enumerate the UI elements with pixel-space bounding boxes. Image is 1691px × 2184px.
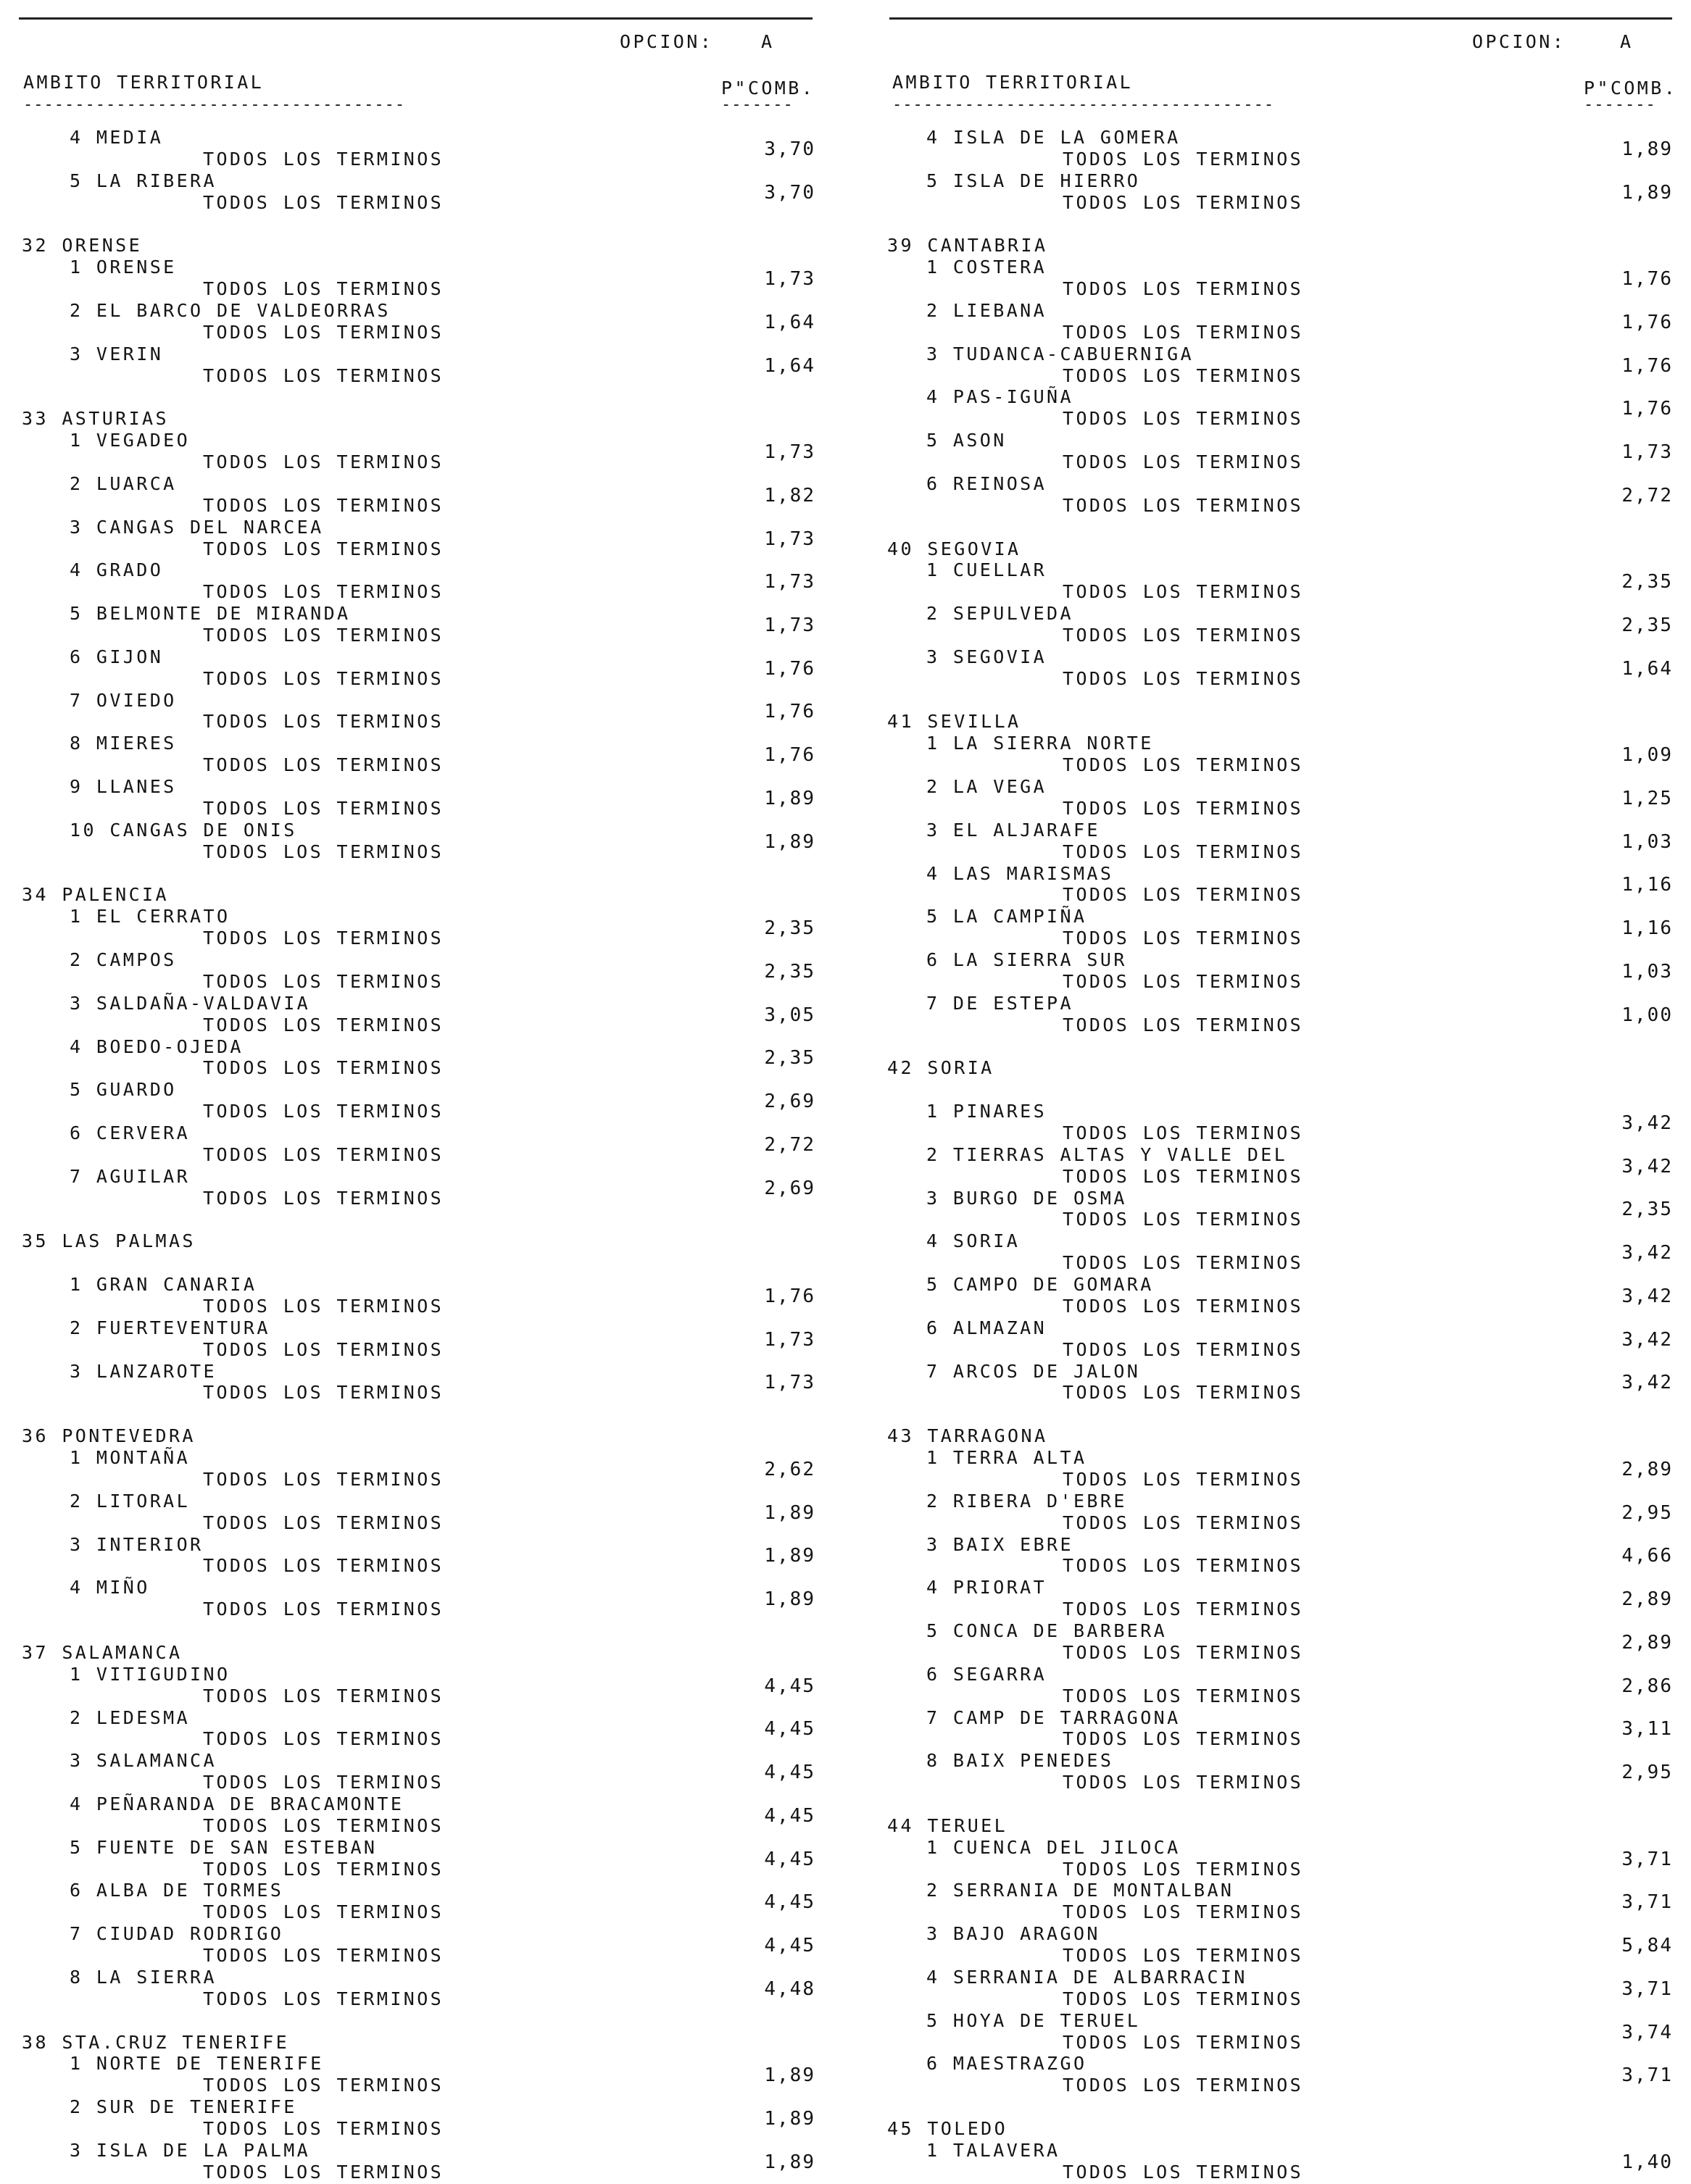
terms-label: TODOS LOS TERMINOS	[203, 495, 444, 516]
comarca-label: 7 OVIEDO	[70, 690, 177, 711]
ambito-underline: -------------------------------------	[892, 96, 1275, 114]
coefficient-value: 1,16	[1621, 917, 1673, 939]
terms-label: TODOS LOS TERMINOS	[1063, 1382, 1304, 1403]
coefficient-value: 2,62	[764, 1459, 815, 1480]
coefficient-value: 1,89	[1621, 138, 1673, 160]
terms-label: TODOS LOS TERMINOS	[1063, 1901, 1304, 1922]
comarca-label: 5 ASON	[926, 430, 1007, 451]
comarca-label: 5 HOYA DE TERUEL	[926, 2010, 1141, 2031]
coefficient-value: 2,89	[1621, 1459, 1673, 1480]
comarca-label: 1 VITIGUDINO	[70, 1664, 230, 1685]
terms-label: TODOS LOS TERMINOS	[203, 625, 444, 646]
coefficient-value: 3,71	[1621, 2064, 1673, 2086]
comarca-label: 4 SERRANIA DE ALBARRACIN	[926, 1967, 1247, 1988]
terms-label: TODOS LOS TERMINOS	[1063, 2032, 1304, 2053]
terms-label: TODOS LOS TERMINOS	[1063, 192, 1304, 213]
comarca-label: 5 BELMONTE DE MIRANDA	[70, 603, 351, 624]
comarca-label: 4 SORIA	[926, 1230, 1021, 1251]
coefficient-value: 1,76	[1621, 355, 1673, 377]
right-column	[866, 0, 1691, 2184]
coefficient-value: 1,64	[764, 355, 815, 377]
coefficient-value: 1,73	[764, 441, 815, 463]
coefficient-value: 1,76	[764, 701, 815, 722]
comarca-label: 5 LA CAMPIÑA	[926, 906, 1087, 927]
terms-label: TODOS LOS TERMINOS	[1063, 798, 1304, 819]
ambito-header: AMBITO TERRITORIAL	[892, 72, 1134, 93]
terms-label: TODOS LOS TERMINOS	[1063, 1859, 1304, 1880]
terms-label: TODOS LOS TERMINOS	[1063, 1122, 1304, 1143]
terms-label: TODOS LOS TERMINOS	[1063, 1014, 1304, 1035]
coefficient-value: 3,05	[764, 1004, 815, 1026]
coefficient-value: 1,89	[1621, 182, 1673, 204]
terms-label: TODOS LOS TERMINOS	[203, 1685, 444, 1706]
comarca-label: 4 BOEDO-OJEDA	[70, 1036, 244, 1057]
terms-label: TODOS LOS TERMINOS	[203, 1101, 444, 1122]
comarca-label: 5 CAMPO DE GOMARA	[926, 1274, 1154, 1295]
coefficient-value: 3,42	[1621, 1372, 1673, 1393]
terms-label: TODOS LOS TERMINOS	[1063, 1339, 1304, 1360]
terms-label: TODOS LOS TERMINOS	[203, 1469, 444, 1490]
terms-label: TODOS LOS TERMINOS	[1063, 322, 1304, 343]
coefficient-value: 3,70	[764, 138, 815, 160]
terms-label: TODOS LOS TERMINOS	[203, 1901, 444, 1922]
terms-label: TODOS LOS TERMINOS	[203, 1382, 444, 1403]
province-heading: 43 TARRAGONA	[887, 1425, 1048, 1446]
comarca-label: 2 CAMPOS	[70, 949, 177, 970]
terms-label: TODOS LOS TERMINOS	[1063, 1945, 1304, 1966]
terms-label: TODOS LOS TERMINOS	[203, 278, 444, 299]
comarca-label: 1 NORTE DE TENERIFE	[70, 2053, 324, 2074]
comarca-label: 3 ISLA DE LA PALMA	[70, 2140, 311, 2161]
comarca-label: 3 TUDANCA-CABUERNIGA	[926, 343, 1194, 364]
coefficient-value: 2,89	[1621, 1588, 1673, 1610]
coefficient-value: 2,95	[1621, 1762, 1673, 1783]
terms-label: TODOS LOS TERMINOS	[203, 1188, 444, 1209]
coefficient-value: 3,71	[1621, 1849, 1673, 1870]
coefficient-value: 1,73	[764, 268, 815, 290]
terms-label: TODOS LOS TERMINOS	[203, 538, 444, 559]
terms-label: TODOS LOS TERMINOS	[203, 1815, 444, 1836]
coefficient-value: 1,64	[1621, 658, 1673, 680]
option-value: A	[1620, 31, 1634, 52]
comarca-label: 2 LUARCA	[70, 473, 177, 494]
left-column	[0, 0, 841, 2184]
coefficient-value: 1,25	[1621, 788, 1673, 809]
coefficient-value: 2,35	[764, 917, 815, 939]
terms-label: TODOS LOS TERMINOS	[203, 149, 444, 170]
comarca-label: 5 CONCA DE BARBERA	[926, 1620, 1168, 1641]
terms-label: TODOS LOS TERMINOS	[1063, 1209, 1304, 1230]
terms-label: TODOS LOS TERMINOS	[203, 1014, 444, 1035]
comarca-label: 7 AGUILAR	[70, 1166, 191, 1187]
terms-label: TODOS LOS TERMINOS	[203, 2162, 444, 2183]
comarca-label: 3 BAJO ARAGON	[926, 1923, 1100, 1944]
option-label: OPCION:	[620, 31, 714, 52]
comarca-label: 2 SEPULVEDA	[926, 603, 1073, 624]
coef-underline: -------	[1584, 96, 1656, 114]
terms-label: TODOS LOS TERMINOS	[203, 322, 444, 343]
comarca-label: 3 INTERIOR	[70, 1534, 204, 1555]
comarca-label: 3 BURGO DE OSMA	[926, 1188, 1127, 1209]
coefficient-value: 1,76	[764, 658, 815, 680]
province-heading: 38 STA.CRUZ TENERIFE	[22, 2032, 290, 2053]
coefficient-value: 1,73	[764, 614, 815, 636]
comarca-label: 1 ORENSE	[70, 257, 177, 278]
coefficient-value: 3,42	[1621, 1156, 1673, 1178]
terms-label: TODOS LOS TERMINOS	[203, 1339, 444, 1360]
coefficient-value: 4,45	[764, 1805, 815, 1827]
comarca-label: 2 RIBERA D'EBRE	[926, 1491, 1127, 1512]
comarca-label: 2 TIERRAS ALTAS Y VALLE DEL	[926, 1144, 1288, 1165]
coefficient-value: 1,73	[1621, 441, 1673, 463]
comarca-label: 4 LAS MARISMAS	[926, 863, 1114, 884]
terms-label: TODOS LOS TERMINOS	[1063, 1512, 1304, 1533]
province-heading: 33 ASTURIAS	[22, 408, 169, 429]
coefficient-value: 4,66	[1621, 1545, 1673, 1567]
comarca-label: 7 CAMP DE TARRAGONA	[926, 1707, 1181, 1728]
terms-label: TODOS LOS TERMINOS	[1063, 278, 1304, 299]
province-heading: 32 ORENSE	[22, 235, 143, 256]
comarca-label: 6 GIJON	[70, 646, 164, 667]
coefficient-value: 1,73	[764, 528, 815, 550]
coefficient-value: 1,89	[764, 2108, 815, 2130]
comarca-label: 6 REINOSA	[926, 473, 1047, 494]
comarca-label: 1 GRAN CANARIA	[70, 1274, 257, 1295]
terms-label: TODOS LOS TERMINOS	[203, 192, 444, 213]
comarca-label: 2 LA VEGA	[926, 776, 1047, 797]
terms-label: TODOS LOS TERMINOS	[203, 1772, 444, 1793]
coefficient-value: 4,45	[764, 1891, 815, 1913]
comarca-label: 4 ISLA DE LA GOMERA	[926, 127, 1181, 148]
coefficient-value: 4,45	[764, 1718, 815, 1740]
terms-label: TODOS LOS TERMINOS	[1063, 495, 1304, 516]
terms-label: TODOS LOS TERMINOS	[1063, 625, 1304, 646]
comarca-label: 1 TALAVERA	[926, 2140, 1060, 2161]
comarca-label: 2 EL BARCO DE VALDEORRAS	[70, 300, 391, 321]
coefficient-value: 2,35	[1621, 614, 1673, 636]
coef-header: P"COMB.	[721, 78, 815, 99]
ambito-header: AMBITO TERRITORIAL	[23, 72, 265, 93]
comarca-label: 3 CANGAS DEL NARCEA	[70, 517, 324, 538]
coefficient-value: 1,76	[1621, 312, 1673, 333]
coefficient-value: 2,95	[1621, 1502, 1673, 1524]
terms-label: TODOS LOS TERMINOS	[203, 1988, 444, 2009]
province-heading: 37 SALAMANCA	[22, 1642, 183, 1663]
terms-label: TODOS LOS TERMINOS	[1063, 1599, 1304, 1620]
coefficient-value: 1,00	[1621, 1004, 1673, 1026]
terms-label: TODOS LOS TERMINOS	[203, 365, 444, 386]
comarca-label: 1 CUENCA DEL JILOCA	[926, 1837, 1181, 1858]
coefficient-value: 2,72	[764, 1134, 815, 1156]
comarca-label: 3 SALAMANCA	[70, 1750, 217, 1771]
province-heading: 34 PALENCIA	[22, 884, 169, 905]
terms-label: TODOS LOS TERMINOS	[203, 971, 444, 992]
comarca-label: 3 SALDAÑA-VALDAVIA	[70, 993, 311, 1014]
comarca-label: 1 COSTERA	[926, 257, 1047, 278]
comarca-label: 7 ARCOS DE JALON	[926, 1361, 1141, 1382]
province-heading: 41 SEVILLA	[887, 711, 1021, 732]
comarca-label: 2 SERRANIA DE MONTALBAN	[926, 1880, 1234, 1901]
terms-label: TODOS LOS TERMINOS	[1063, 1728, 1304, 1749]
comarca-label: 1 LA SIERRA NORTE	[926, 733, 1154, 754]
option-label: OPCION:	[1472, 31, 1566, 52]
terms-label: TODOS LOS TERMINOS	[1063, 754, 1304, 775]
coefficient-value: 3,42	[1621, 1242, 1673, 1264]
coefficient-value: 1,09	[1621, 744, 1673, 766]
comarca-label: 1 VEGADEO	[70, 430, 191, 451]
comarca-label: 4 PEÑARANDA DE BRACAMONTE	[70, 1793, 404, 1814]
comarca-label: 2 FUERTEVENTURA	[70, 1317, 270, 1338]
comarca-label: 2 LEDESMA	[70, 1707, 191, 1728]
province-heading: 35 LAS PALMAS	[22, 1230, 196, 1251]
coefficient-value: 3,71	[1621, 1978, 1673, 2000]
terms-label: TODOS LOS TERMINOS	[1063, 2162, 1304, 2183]
terms-label: TODOS LOS TERMINOS	[1063, 971, 1304, 992]
terms-label: TODOS LOS TERMINOS	[203, 1057, 444, 1078]
comarca-label: 4 PRIORAT	[926, 1577, 1047, 1598]
comarca-label: 8 BAIX PENEDES	[926, 1750, 1114, 1771]
comarca-label: 1 TERRA ALTA	[926, 1447, 1087, 1468]
terms-label: TODOS LOS TERMINOS	[203, 1728, 444, 1749]
coefficient-value: 1,73	[764, 1329, 815, 1351]
top-rule	[19, 17, 813, 20]
terms-label: TODOS LOS TERMINOS	[1063, 1252, 1304, 1273]
province-heading: 36 PONTEVEDRA	[22, 1425, 196, 1446]
terms-label: TODOS LOS TERMINOS	[203, 1555, 444, 1576]
terms-label: TODOS LOS TERMINOS	[1063, 149, 1304, 170]
comarca-label: 6 ALMAZAN	[926, 1317, 1047, 1338]
terms-label: TODOS LOS TERMINOS	[1063, 1296, 1304, 1317]
comarca-label: 5 ISLA DE HIERRO	[926, 170, 1141, 191]
comarca-label: 1 PINARES	[926, 1101, 1047, 1122]
terms-label: TODOS LOS TERMINOS	[1063, 408, 1304, 429]
coefficient-value: 2,86	[1621, 1675, 1673, 1697]
terms-label: TODOS LOS TERMINOS	[203, 754, 444, 775]
comarca-label: 5 LA RIBERA	[70, 170, 217, 191]
coefficient-value: 1,89	[764, 788, 815, 809]
terms-label: TODOS LOS TERMINOS	[1063, 2075, 1304, 2096]
coefficient-value: 1,64	[764, 312, 815, 333]
terms-label: TODOS LOS TERMINOS	[1063, 668, 1304, 689]
terms-label: TODOS LOS TERMINOS	[203, 451, 444, 472]
terms-label: TODOS LOS TERMINOS	[203, 581, 444, 602]
comarca-label: 1 MONTAÑA	[70, 1447, 191, 1468]
coefficient-value: 1,40	[1621, 2151, 1673, 2173]
coefficient-value: 1,89	[764, 1502, 815, 1524]
comarca-label: 3 EL ALJARAFE	[926, 820, 1100, 841]
comarca-label: 1 CUELLAR	[926, 559, 1047, 580]
comarca-label: 8 LA SIERRA	[70, 1967, 217, 1988]
coefficient-value: 1,89	[764, 2151, 815, 2173]
comarca-label: 9 LLANES	[70, 776, 177, 797]
coefficient-value: 1,82	[764, 485, 815, 507]
coefficient-value: 3,42	[1621, 1112, 1673, 1134]
terms-label: TODOS LOS TERMINOS	[203, 1859, 444, 1880]
terms-label: TODOS LOS TERMINOS	[203, 928, 444, 949]
coefficient-value: 4,48	[764, 1978, 815, 2000]
terms-label: TODOS LOS TERMINOS	[203, 1296, 444, 1317]
terms-label: TODOS LOS TERMINOS	[203, 1945, 444, 1966]
coefficient-value: 2,35	[764, 961, 815, 983]
terms-label: TODOS LOS TERMINOS	[1063, 928, 1304, 949]
terms-label: TODOS LOS TERMINOS	[203, 2118, 444, 2139]
coefficient-value: 1,89	[764, 2064, 815, 2086]
terms-label: TODOS LOS TERMINOS	[1063, 841, 1304, 862]
top-rule	[889, 17, 1672, 20]
terms-label: TODOS LOS TERMINOS	[1063, 581, 1304, 602]
coefficient-value: 1,73	[764, 1372, 815, 1393]
comarca-label: 5 GUARDO	[70, 1079, 177, 1100]
comarca-label: 10 CANGAS DE ONIS	[70, 820, 297, 841]
comarca-label: 3 SEGOVIA	[926, 646, 1047, 667]
ambito-underline: -------------------------------------	[23, 96, 406, 114]
coefficient-value: 1,16	[1621, 874, 1673, 896]
comarca-label: 6 CERVERA	[70, 1122, 191, 1143]
terms-label: TODOS LOS TERMINOS	[1063, 451, 1304, 472]
comarca-label: 2 SUR DE TENERIFE	[70, 2096, 297, 2117]
terms-label: TODOS LOS TERMINOS	[1063, 884, 1304, 905]
coefficient-value: 2,35	[1621, 571, 1673, 593]
coefficient-value: 2,69	[764, 1091, 815, 1112]
coefficient-value: 2,72	[1621, 485, 1673, 507]
terms-label: TODOS LOS TERMINOS	[1063, 1642, 1304, 1663]
coefficient-value: 4,45	[764, 1675, 815, 1697]
coefficient-value: 4,45	[764, 1935, 815, 1956]
comarca-label: 5 FUENTE DE SAN ESTEBAN	[70, 1837, 378, 1858]
terms-label: TODOS LOS TERMINOS	[203, 2075, 444, 2096]
province-heading: 44 TERUEL	[887, 1815, 1008, 1836]
coefficient-value: 3,70	[764, 182, 815, 204]
coefficient-value: 3,42	[1621, 1329, 1673, 1351]
terms-label: TODOS LOS TERMINOS	[1063, 1988, 1304, 2009]
province-heading: 42 SORIA	[887, 1057, 994, 1078]
coefficient-value: 4,45	[764, 1762, 815, 1783]
coefficient-value: 2,69	[764, 1178, 815, 1199]
terms-label: TODOS LOS TERMINOS	[203, 841, 444, 862]
province-heading: 39 CANTABRIA	[887, 235, 1048, 256]
coefficient-value: 2,35	[764, 1047, 815, 1069]
terms-label: TODOS LOS TERMINOS	[203, 1144, 444, 1165]
coefficient-value: 1,73	[764, 571, 815, 593]
coefficient-value: 1,03	[1621, 831, 1673, 853]
comarca-label: 1 EL CERRATO	[70, 906, 230, 927]
coefficient-value: 1,89	[764, 1588, 815, 1610]
terms-label: TODOS LOS TERMINOS	[203, 1599, 444, 1620]
comarca-label: 3 LANZAROTE	[70, 1361, 217, 1382]
coefficient-value: 3,74	[1621, 2022, 1673, 2043]
comarca-label: 6 LA SIERRA SUR	[926, 949, 1127, 970]
comarca-label: 4 MEDIA	[70, 127, 164, 148]
comarca-label: 6 ALBA DE TORMES	[70, 1880, 284, 1901]
coefficient-value: 1,76	[764, 744, 815, 766]
comarca-label: 8 MIERES	[70, 733, 177, 754]
terms-label: TODOS LOS TERMINOS	[1063, 1166, 1304, 1187]
coef-header: P"COMB.	[1584, 78, 1678, 99]
coefficient-value: 1,89	[764, 1545, 815, 1567]
terms-label: TODOS LOS TERMINOS	[1063, 1772, 1304, 1793]
terms-label: TODOS LOS TERMINOS	[203, 1512, 444, 1533]
comarca-label: 6 SEGARRA	[926, 1664, 1047, 1685]
coefficient-value: 1,76	[764, 1285, 815, 1307]
comarca-label: 4 MIÑO	[70, 1577, 150, 1598]
coefficient-value: 3,42	[1621, 1285, 1673, 1307]
option-value: A	[761, 31, 775, 52]
comarca-label: 3 VERIN	[70, 343, 164, 364]
comarca-label: 6 MAESTRAZGO	[926, 2053, 1087, 2074]
comarca-label: 4 GRADO	[70, 559, 164, 580]
terms-label: TODOS LOS TERMINOS	[1063, 365, 1304, 386]
terms-label: TODOS LOS TERMINOS	[1063, 1685, 1304, 1706]
comarca-label: 2 LIEBANA	[926, 300, 1047, 321]
coefficient-value: 1,76	[1621, 268, 1673, 290]
coefficient-value: 1,76	[1621, 398, 1673, 420]
coefficient-value: 3,71	[1621, 1891, 1673, 1913]
comarca-label: 3 BAIX EBRE	[926, 1534, 1073, 1555]
comarca-label: 2 LITORAL	[70, 1491, 191, 1512]
comarca-label: 7 DE ESTEPA	[926, 993, 1073, 1014]
coefficient-value: 2,35	[1621, 1199, 1673, 1220]
coefficient-value: 1,89	[764, 831, 815, 853]
coef-underline: -------	[721, 96, 794, 114]
province-heading: 45 TOLEDO	[887, 2118, 1008, 2139]
terms-label: TODOS LOS TERMINOS	[203, 798, 444, 819]
coefficient-value: 3,11	[1621, 1718, 1673, 1740]
coefficient-value: 5,84	[1621, 1935, 1673, 1956]
comarca-label: 4 PAS-IGUÑA	[926, 386, 1073, 407]
coefficient-value: 2,89	[1621, 1632, 1673, 1654]
terms-label: TODOS LOS TERMINOS	[1063, 1469, 1304, 1490]
comarca-label: 7 CIUDAD RODRIGO	[70, 1923, 284, 1944]
coefficient-value: 1,03	[1621, 961, 1673, 983]
terms-label: TODOS LOS TERMINOS	[1063, 1555, 1304, 1576]
terms-label: TODOS LOS TERMINOS	[203, 711, 444, 732]
province-heading: 40 SEGOVIA	[887, 538, 1021, 559]
terms-label: TODOS LOS TERMINOS	[203, 668, 444, 689]
coefficient-value: 4,45	[764, 1849, 815, 1870]
